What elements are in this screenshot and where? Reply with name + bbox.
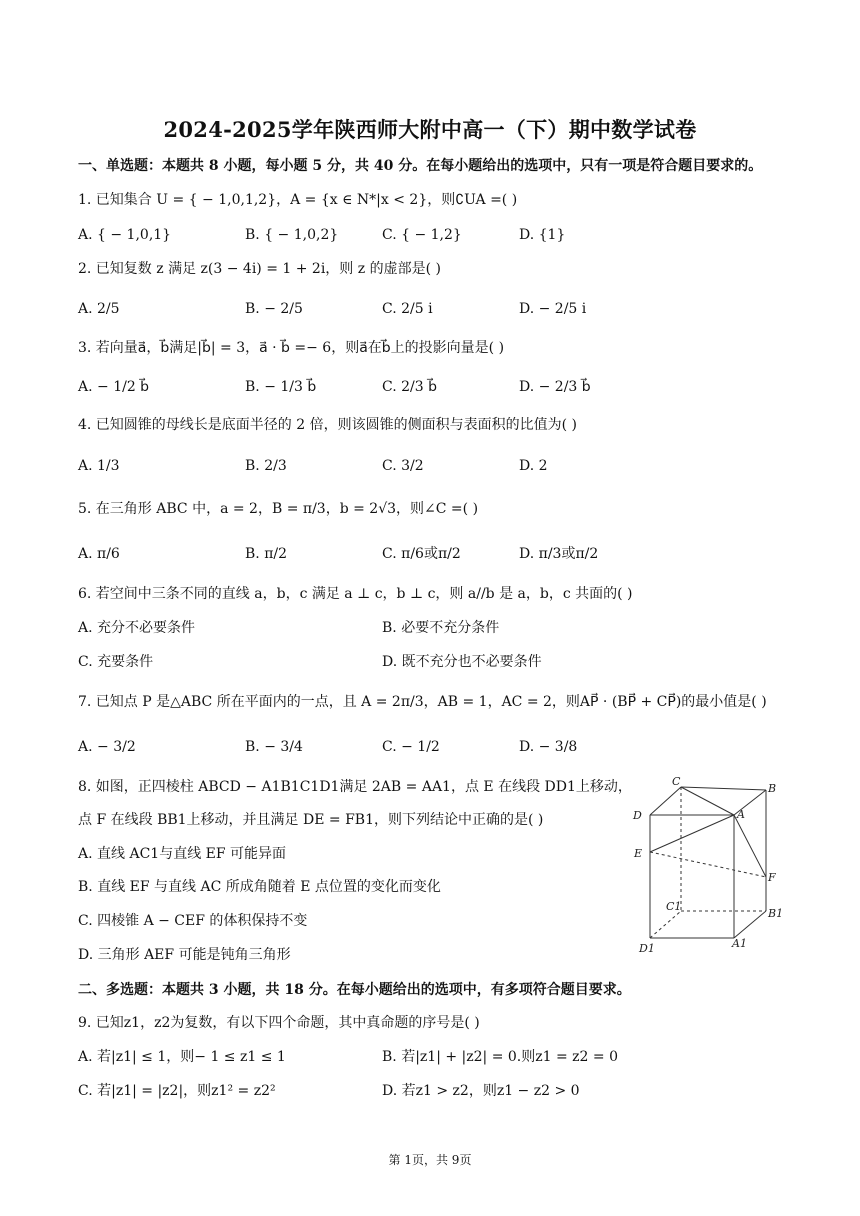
q1-option-c: C. { − 1,2}: [382, 227, 462, 243]
label-D: D: [633, 809, 642, 822]
label-C1: C1: [666, 900, 682, 913]
page-title: 2024-2025学年陕西师大附中高一（下）期中数学试卷: [163, 117, 697, 142]
q8-option-b: B. 直线 EF 与直线 AC 所成角随着 E 点位置的变化而变化: [78, 879, 441, 895]
question-7: 7. 已知点 P 是△ABC 所在平面内的一点，且 A = 2π/3，AB = 1，AC = 2，则AP⃗ · (BP⃗ + CP⃗)的最小值是( ): [78, 694, 767, 710]
q8-option-a: A. 直线 AC1与直线 EF 可能异面: [78, 846, 287, 862]
q1-option-d: D. {1}: [519, 227, 566, 243]
q6-option-c: C. 充要条件: [78, 654, 154, 670]
label-A1: A1: [732, 937, 747, 950]
label-D1: D1: [639, 942, 655, 955]
q4-option-b: B. 2/3: [245, 458, 287, 474]
q5-option-c: C. π/6或π/2: [382, 546, 461, 562]
q7-option-b: B. − 3/4: [245, 739, 303, 755]
q4-option-d: D. 2: [519, 458, 548, 474]
label-C: C: [672, 775, 681, 788]
q2-option-b: B. − 2/5: [245, 301, 303, 317]
page-footer: 第 1页，共 9页: [388, 1153, 472, 1167]
q2-option-c: C. 2/5 i: [382, 301, 433, 317]
q9-option-c: C. 若|z1| = |z2|，则z1² = z2²: [78, 1083, 276, 1099]
q4-option-c: C. 3/2: [382, 458, 424, 474]
q7-option-d: D. − 3/8: [519, 739, 578, 755]
q3-option-d: D. − 2/3 b⃗: [519, 379, 591, 395]
question-8-line-1: 8. 如图，正四棱柱 ABCD − A1B1C1D1满足 2AB = AA1，点 E 在线段 DD1上移动，: [78, 779, 632, 795]
section-multi-choice: 二、多选题：本题共 3 小题，共 18 分。在每小题给出的选项中，有多项符合题目要求。: [78, 982, 631, 998]
q3-option-b: B. − 1/3 b⃗: [245, 379, 317, 395]
segment-CA: [681, 787, 734, 815]
q9-option-b: B. 若|z1| + |z2| = 0.则z1 = z2 = 0: [382, 1049, 618, 1065]
q8-option-d: D. 三角形 AEF 可能是钝角三角形: [78, 947, 291, 963]
edge-A1B1: [734, 911, 766, 938]
segment-AF: [734, 815, 766, 877]
segment-EF: [650, 852, 766, 877]
q9-option-a: A. 若|z1| ≤ 1，则− 1 ≤ z1 ≤ 1: [78, 1049, 286, 1065]
q3-option-a: A. − 1/2 b⃗: [78, 379, 150, 395]
q6-option-a: A. 充分不必要条件: [78, 620, 196, 636]
question-3: 3. 若向量a⃗，b⃗满足|b⃗| = 3，a⃗ · b⃗ =− 6，则a⃗在b⃗上的投影向量是( ): [78, 340, 505, 356]
question-6: 6. 若空间中三条不同的直线 a，b，c 满足 a ⊥ c，b ⊥ c，则 a//b 是 a，b，c 共面的( ): [78, 586, 633, 602]
label-E: E: [634, 847, 643, 860]
q5-option-d: D. π/3或π/2: [519, 546, 599, 562]
q4-option-a: A. 1/3: [78, 458, 120, 474]
q5-option-a: A. π/6: [78, 546, 120, 562]
q3-option-c: C. 2/3 b⃗: [382, 379, 437, 395]
question-4: 4. 已知圆锥的母线长是底面半径的 2 倍，则该圆锥的侧面积与表面积的比值为( ): [78, 417, 577, 433]
q6-option-d: D. 既不充分也不必要条件: [382, 654, 542, 670]
label-A: A: [737, 808, 745, 821]
edge-CB: [681, 787, 766, 790]
question-1: 1. 已知集合 U = { − 1,0,1,2}，A = {x ∈ N*|x < 2}，则∁UA =( ): [78, 192, 518, 208]
label-B1: B1: [768, 907, 784, 920]
edge-D1C1: [650, 911, 681, 938]
edge-DC: [650, 787, 681, 815]
q6-option-b: B. 必要不充分条件: [382, 620, 500, 636]
q2-option-d: D. − 2/5 i: [519, 301, 587, 317]
question-5: 5. 在三角形 ABC 中，a = 2，B = π/3，b = 2√3，则∠C =( ): [78, 501, 479, 517]
q7-option-a: A. − 3/2: [78, 739, 136, 755]
q7-option-c: C. − 1/2: [382, 739, 440, 755]
q1-option-b: B. { − 1,0,2}: [245, 227, 339, 243]
q9-option-d: D. 若z1 > z2，则z1 − z2 > 0: [382, 1083, 580, 1099]
q2-option-a: A. 2/5: [78, 301, 120, 317]
question-8-line-2: 点 F 在线段 BB1上移动，并且满足 DE = FB1，则下列结论中正确的是( ): [78, 812, 544, 828]
question-2: 2. 已知复数 z 满足 z(3 − 4i) = 1 + 2i，则 z 的虚部是( ): [78, 261, 441, 277]
q8-option-c: C. 四棱锥 A − CEF 的体积保持不变: [78, 913, 308, 929]
q5-option-b: B. π/2: [245, 546, 288, 562]
segment-EA: [650, 815, 734, 852]
prism-figure: [628, 775, 788, 955]
q1-option-a: A. { − 1,0,1}: [78, 227, 172, 243]
question-9: 9. 已知z1，z2为复数，有以下四个命题，其中真命题的序号是( ): [78, 1015, 480, 1031]
label-F: F: [768, 871, 776, 884]
section-single-choice: 一、单选题：本题共 8 小题，每小题 5 分，共 40 分。在每小题给出的选项中，只有一项是符合题目要求的。: [78, 158, 763, 174]
label-B: B: [768, 782, 777, 795]
